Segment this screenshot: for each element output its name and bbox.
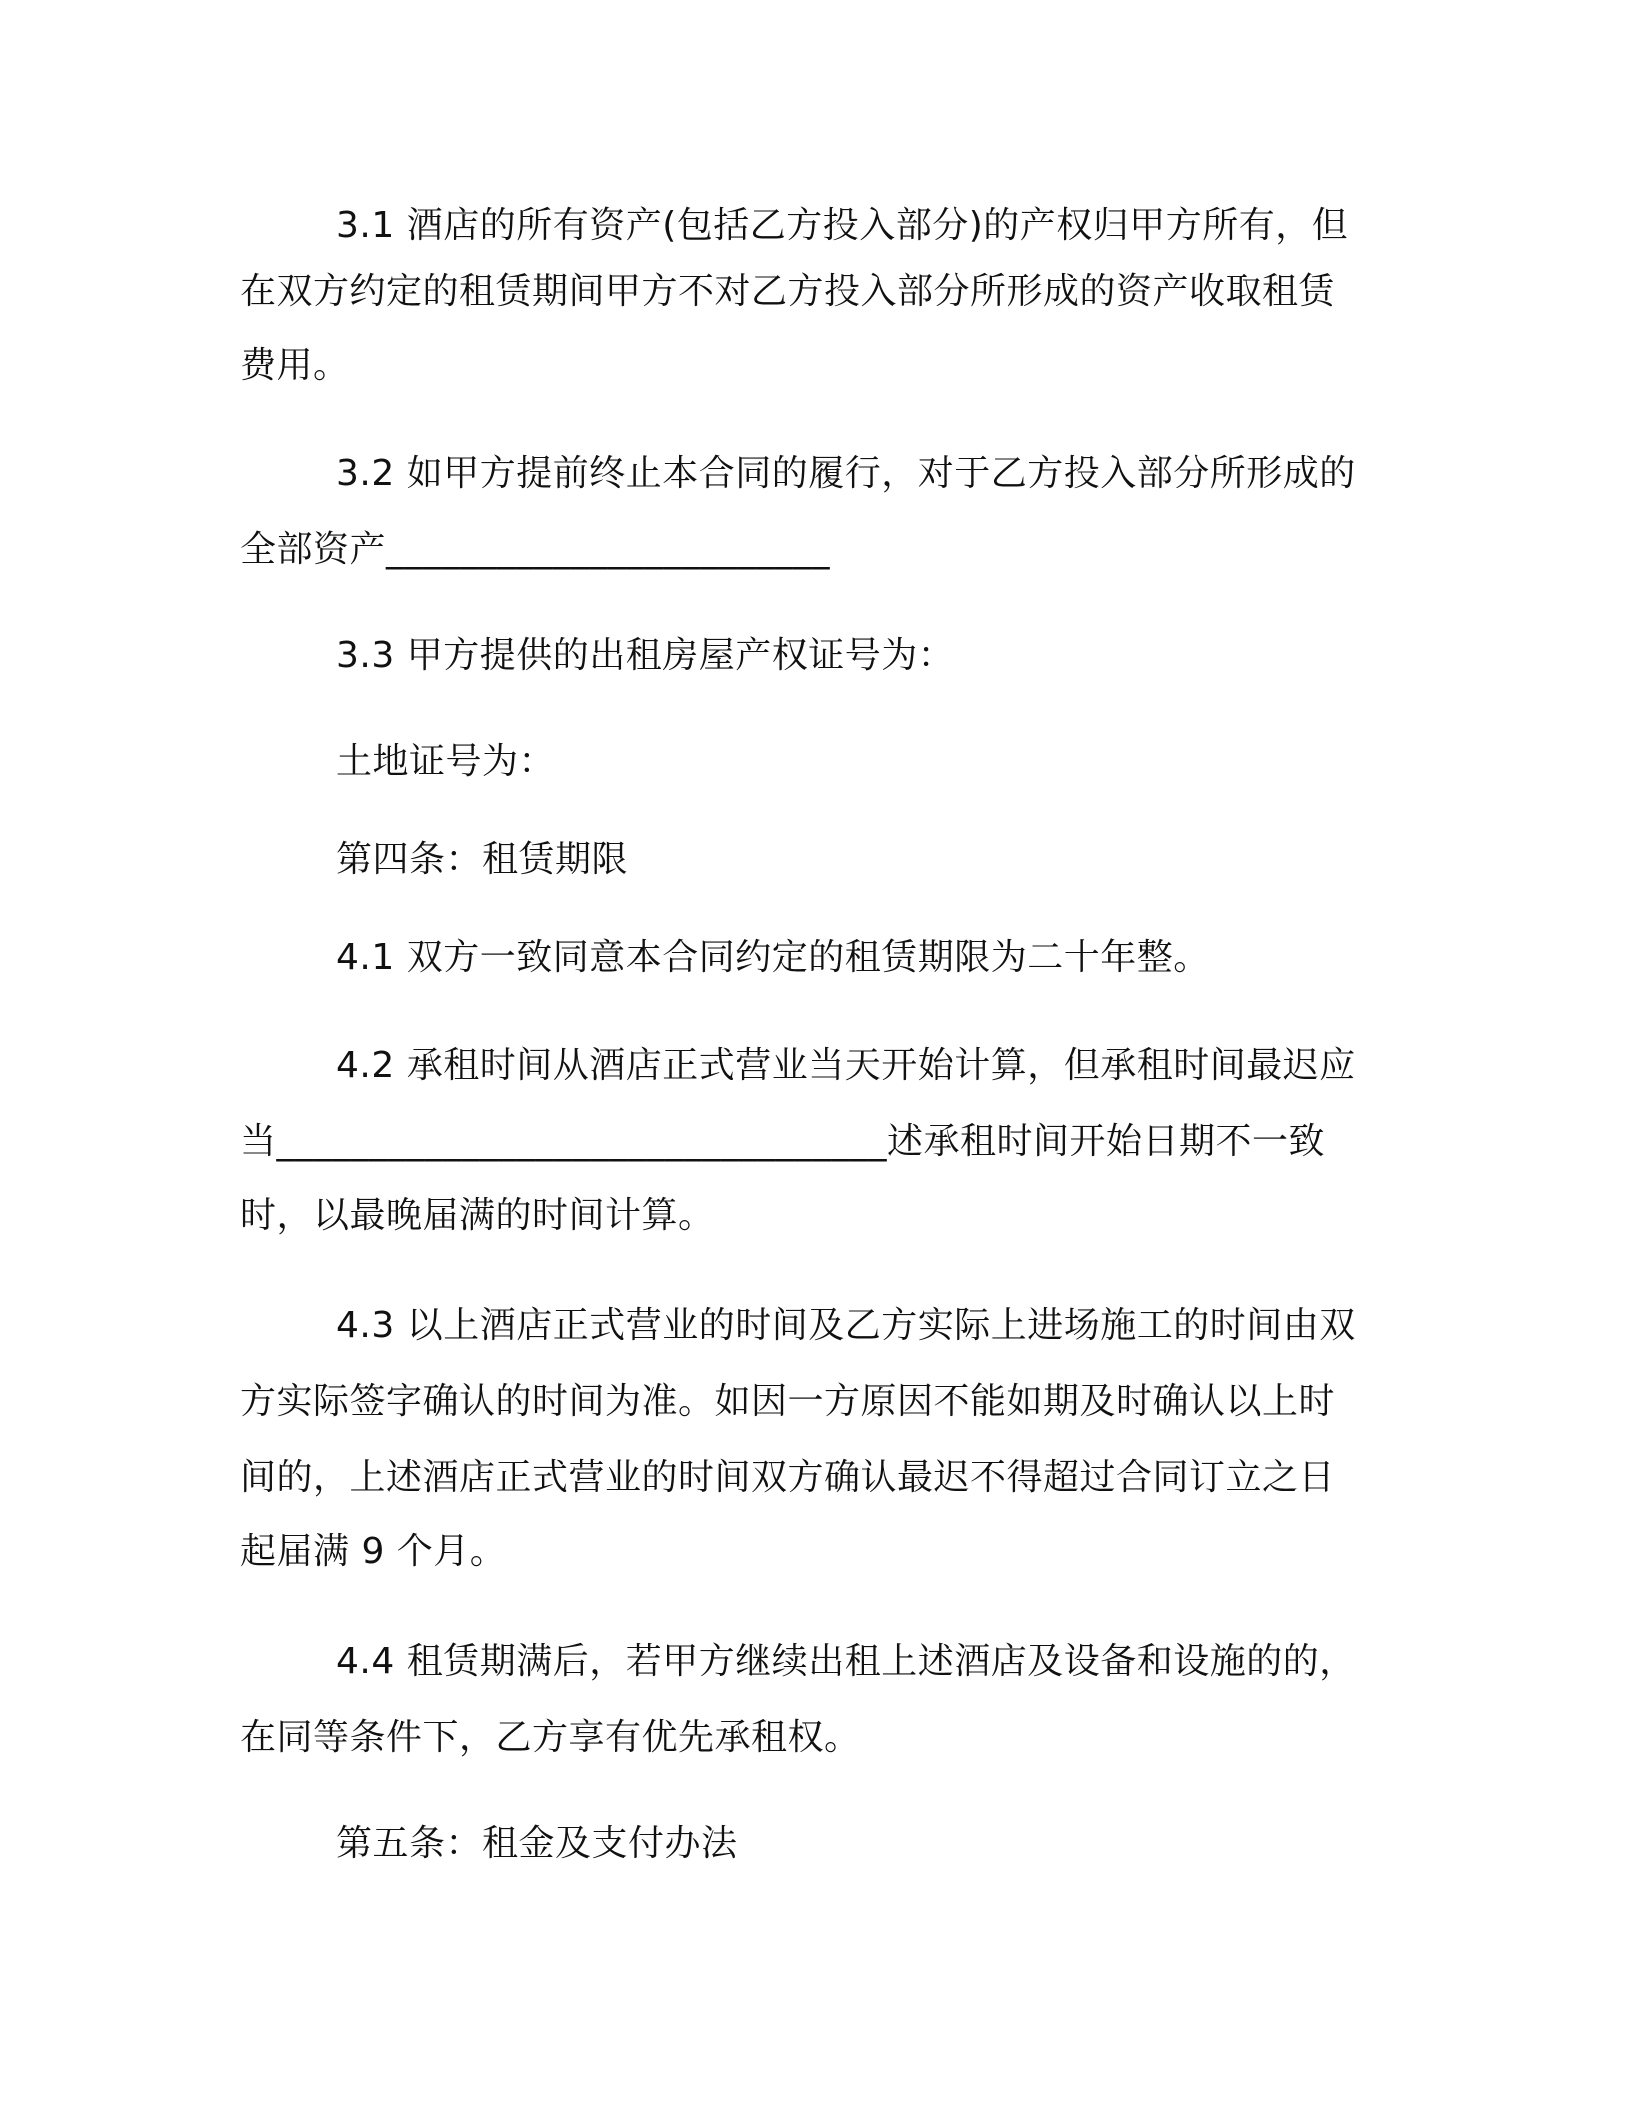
clause-3-3: 3.3 甲方提供的出租房屋产权证号为： bbox=[336, 635, 955, 676]
clause-4-1: 4.1 双方一致同意本合同约定的租赁期限为二十年整。 bbox=[336, 937, 1210, 978]
clause-4-2-line-3: 时，以最晚届满的时间计算。 bbox=[240, 1195, 715, 1236]
article-5-heading: 第五条：租金及支付办法 bbox=[336, 1823, 738, 1864]
clause-4-3-line-2: 方实际签字确认的时间为准。如因一方原因不能如期及时确认以上时 bbox=[240, 1381, 1336, 1422]
clause-4-3-line-1: 4.3 以上酒店正式营业的时间及乙方实际上进场施工的时间由双 bbox=[336, 1305, 1356, 1346]
clause-3-2-line-2: 全部资产________________________ bbox=[240, 529, 831, 570]
article-4-heading: 第四条：租赁期限 bbox=[336, 839, 629, 880]
clause-4-2-line-1: 4.2 承租时间从酒店正式营业当天开始计算，但承租时间最迟应 bbox=[336, 1045, 1356, 1086]
clause-3-2-line-1: 3.2 如甲方提前终止本合同的履行，对于乙方投入部分所形成的 bbox=[336, 453, 1356, 494]
clause-4-2-line-2: 当_________________________________述承租时间开始日期不一致 bbox=[240, 1121, 1326, 1162]
clause-4-4-line-1: 4.4 租赁期满后，若甲方继续出租上述酒店及设备和设施的的， bbox=[336, 1641, 1356, 1682]
land-cert-number: 土地证号为： bbox=[336, 741, 556, 782]
clause-3-1-line-1: 3.1 酒店的所有资产(包括乙方投入部分)的产权归甲方所有，但 bbox=[336, 205, 1349, 246]
clause-3-1-line-3: 费用。 bbox=[240, 345, 350, 386]
clause-4-3-line-4: 起届满 9 个月。 bbox=[240, 1531, 507, 1572]
clause-3-1-line-2: 在双方约定的租赁期间甲方不对乙方投入部分所形成的资产收取租赁 bbox=[240, 271, 1336, 312]
clause-4-3-line-3: 间的，上述酒店正式营业的时间双方确认最迟不得超过合同订立之日 bbox=[240, 1457, 1336, 1498]
clause-4-4-line-2: 在同等条件下，乙方享有优先承租权。 bbox=[240, 1717, 861, 1758]
